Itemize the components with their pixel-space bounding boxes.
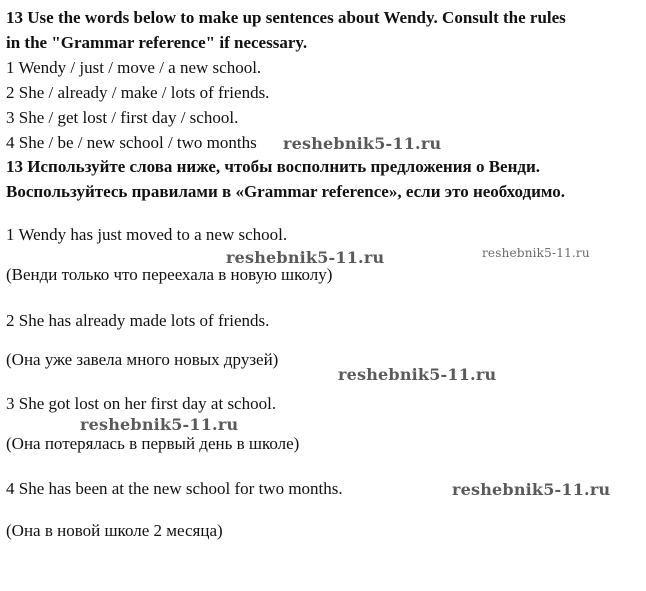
prompt-2: 2 She / already / make / lots of friends.	[6, 83, 270, 102]
answer-3-en: 3 She got lost on her first day at school.	[6, 394, 277, 413]
task-heading-en-line2: in the "Grammar reference" if necessary.	[6, 33, 308, 52]
prompt-1: 1 Wendy / just / move / a new school.	[6, 58, 262, 77]
answer-2-en: 2 She has already made lots of friends.	[6, 311, 270, 330]
task-heading-en-line1: 13 Use the words below to make up sentences about Wendy. Consult the rules	[6, 8, 566, 27]
task-heading-ru-line1: 13 Используйте слова ниже, чтобы восполнить предложения о Венди.	[6, 157, 541, 176]
prompt-4: 4 She / be / new school / two months	[6, 133, 257, 152]
prompt-3: 3 She / get lost / first day / school.	[6, 108, 239, 127]
watermark: reshebnik5-11.ru	[482, 246, 590, 260]
watermark: reshebnik5-11.ru	[338, 365, 497, 384]
answer-3-ru: (Она потерялась в первый день в школе)	[6, 434, 300, 453]
answer-1-ru: (Венди только что переехала в новую школу)	[6, 265, 333, 284]
answer-1-en: 1 Wendy has just moved to a new school.	[6, 225, 288, 244]
answer-2-ru: (Она уже завела много новых друзей)	[6, 350, 279, 369]
task-heading-ru-line2: Воспользуйтесь правилами в «Grammar reference», если это необходимо.	[6, 182, 566, 201]
watermark: reshebnik5-11.ru	[226, 248, 385, 267]
answer-4-en: 4 She has been at the new school for two months.	[6, 479, 343, 498]
watermark: reshebnik5-11.ru	[80, 415, 239, 434]
watermark: reshebnik5-11.ru	[283, 134, 442, 153]
answer-4-ru: (Она в новой школе 2 месяца)	[6, 521, 223, 540]
watermark: reshebnik5-11.ru	[452, 480, 611, 499]
